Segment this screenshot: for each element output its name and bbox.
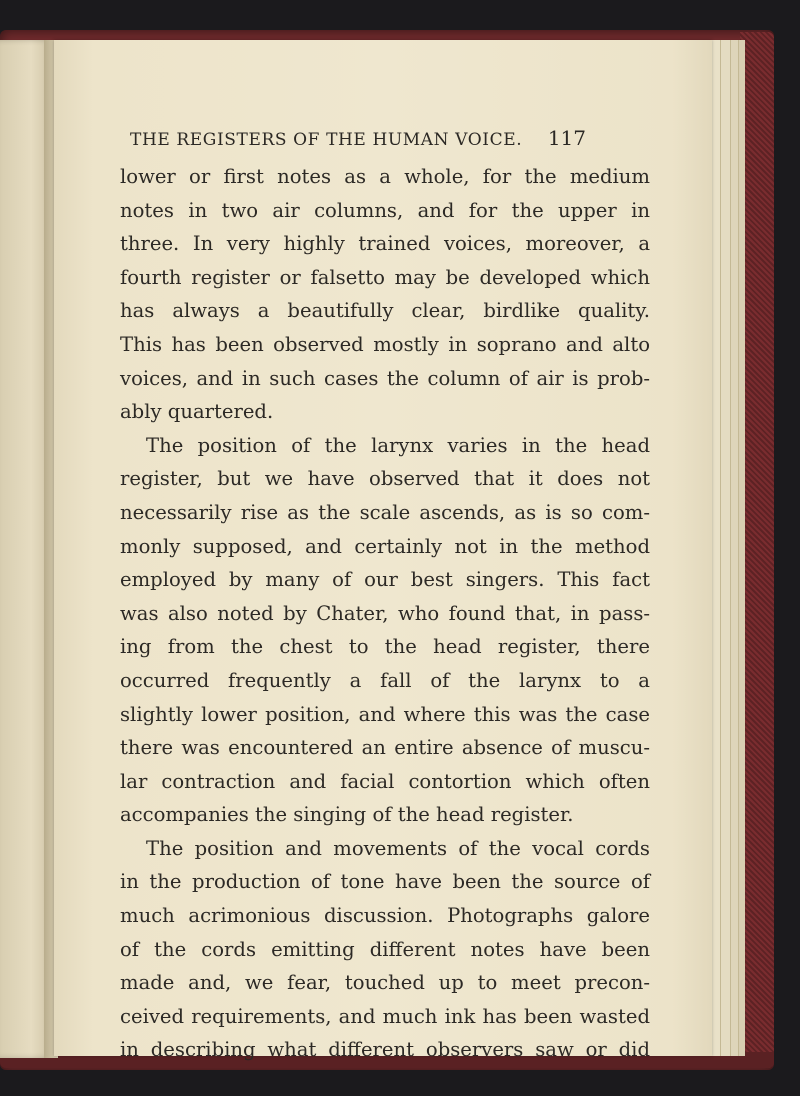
text-line: employed by many of our best singers. This fact (120, 568, 650, 592)
text-line: The position and movements of the vocal cords (146, 836, 650, 860)
text-line: occurred frequently a fall of the larynx to a (120, 668, 650, 692)
book-cover-edge (740, 32, 774, 1068)
running-head: THE REGISTERS OF THE HUMAN VOICE. (130, 130, 523, 150)
text-line: ably quartered. (120, 400, 274, 424)
text-line: monly supposed, and certainly not in the method (120, 534, 650, 558)
text-line: ceived requirements, and much ink has been wasted (120, 1004, 650, 1028)
text-line: made and, we fear, touched up to meet precon- (120, 971, 650, 995)
text-line: The position of the larynx varies in the head (146, 433, 650, 457)
body-text (120, 160, 650, 1067)
text-line: fourth register or falsetto may be developed which (120, 265, 650, 289)
text-line: This has been observed mostly in soprano and alto (120, 332, 650, 356)
text-line: voices, and in such cases the column of air is prob- (120, 366, 650, 390)
text-line: much acrimonious discussion. Photographs galore (120, 904, 650, 928)
text-line: in the production of tone have been the source of (120, 870, 650, 894)
text-line: was also noted by Chater, who found that, in pass- (120, 601, 650, 625)
text-line: lar contraction and facial contortion which often (120, 769, 650, 793)
text-line: has always a beautifully clear, birdlike quality. (120, 299, 650, 323)
text-line: ing from the chest to the head register, there (120, 635, 650, 659)
page-edge (738, 40, 745, 1056)
text-line: of the cords emitting different notes have been (120, 937, 650, 961)
text-line: in describing what different observers saw or did (120, 1038, 650, 1062)
text-line: necessarily rise as the scale ascends, as is so com- (120, 500, 650, 524)
text-line: lower or first notes as a whole, for the medium (120, 165, 650, 188)
book-page (54, 40, 712, 1062)
page-number: 117 (547, 126, 586, 150)
text-line: register, but we have observed that it does not (120, 467, 650, 491)
text-line: notes in two air columns, and for the upper in (120, 198, 650, 222)
text-line: accompanies the singing of the head register. (120, 803, 574, 827)
text-line: three. In very highly trained voices, moreover, a (120, 232, 650, 256)
text-line: slightly lower position, and where this was the case (120, 702, 650, 726)
text-line: there was encountered an entire absence of muscu- (120, 736, 650, 760)
